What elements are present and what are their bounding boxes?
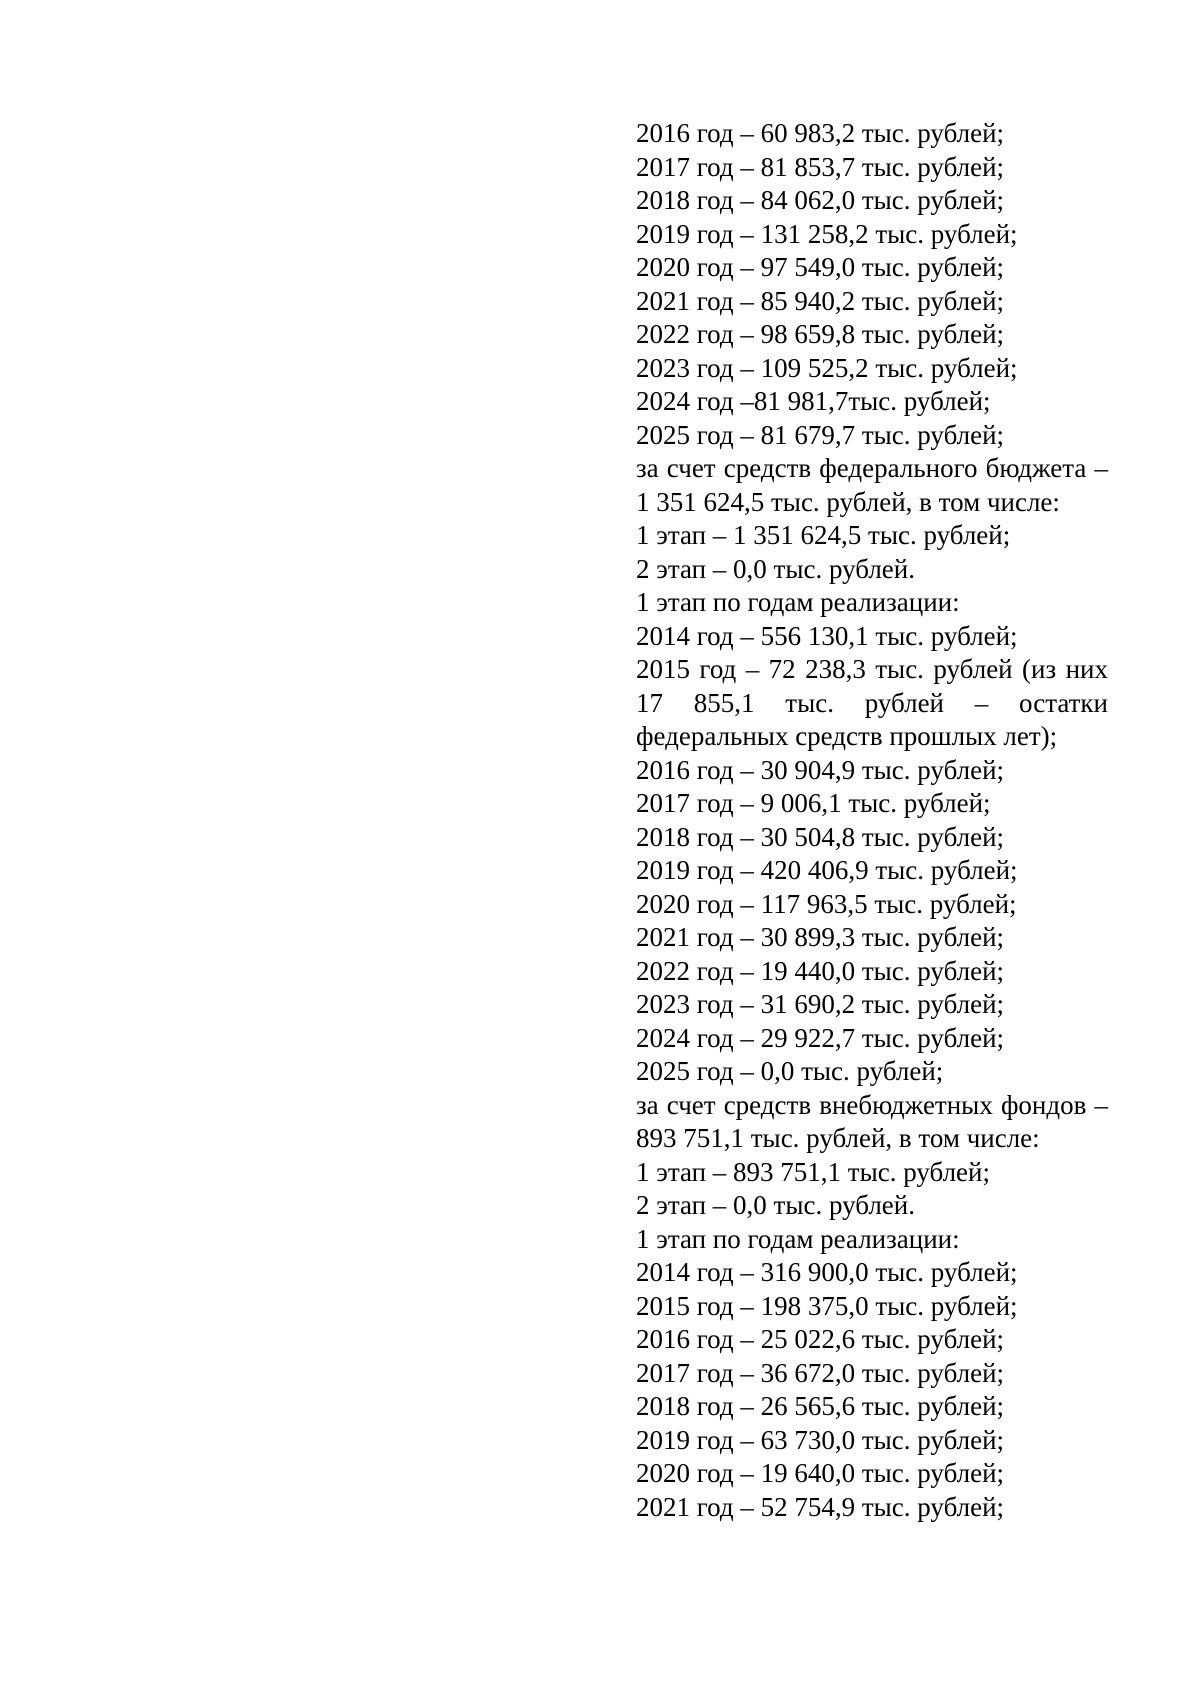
text-line: 2022 год – 19 440,0 тыс. рублей; (636, 955, 1005, 986)
text-line: 2024 год – 29 922,7 тыс. рублей; (636, 1022, 1005, 1053)
text-line: 2018 год – 84 062,0 тыс. рублей; (636, 185, 1005, 215)
text-line: 2017 год – 81 853,7 тыс. рублей; (636, 151, 1005, 182)
text-line: 2019 год – 63 730,0 тыс. рублей; (636, 1424, 1005, 1455)
text-line: 2 этап – 0,0 тыс. рублей. (636, 553, 915, 584)
text-line: 2017 год – 9 006,1 тыс. рублей; (636, 788, 991, 818)
text-line: 2017 год – 36 672,0 тыс. рублей; (636, 1357, 1005, 1388)
text-line: 2025 год – 0,0 тыс. рублей; (636, 1056, 944, 1086)
text-line: 2016 год – 25 022,6 тыс. рублей; (636, 1324, 1005, 1354)
text-line: 2020 год – 97 549,0 тыс. рублей; (636, 252, 1005, 282)
text-line: 2021 год – 52 754,9 тыс. рублей; (636, 1491, 1005, 1522)
text-line: 2020 год – 117 963,5 тыс. рублей; (636, 888, 1017, 919)
text-line: 1 этап по годам реализации: (636, 587, 960, 617)
text-paragraph: за счет средств внебюджетных фондов – 893 751,1 тыс. рублей, в том числе: (636, 1089, 1108, 1153)
text-line: 2025 год – 81 679,7 тыс. рублей; (636, 419, 1005, 450)
text-line: 2022 год – 98 659,8 тыс. рублей; (636, 319, 1005, 349)
text-line: 2019 год – 420 406,9 тыс. рублей; (636, 855, 1018, 885)
text-line: 2020 год – 19 640,0 тыс. рублей; (636, 1458, 1005, 1488)
text-line: 2021 год – 30 899,3 тыс. рублей; (636, 922, 1005, 952)
text-line: 2015 год – 198 375,0 тыс. рублей; (636, 1290, 1018, 1321)
text-line: 1 этап – 893 751,1 тыс. рублей; (636, 1156, 990, 1187)
text-line: 2024 год –81 981,7тыс. рублей; (636, 386, 991, 416)
text-line: 2023 год – 31 690,2 тыс. рублей; (636, 989, 1005, 1019)
text-line: 2018 год – 30 504,8 тыс. рублей; (636, 821, 1005, 852)
text-line: 2 этап – 0,0 тыс. рублей. (636, 1190, 915, 1220)
text-line: 2018 год – 26 565,6 тыс. рублей; (636, 1391, 1005, 1421)
text-line: 2016 год – 30 904,9 тыс. рублей; (636, 754, 1005, 785)
text-line: 2019 год – 131 258,2 тыс. рублей; (636, 218, 1018, 249)
text-paragraph: 2015 год – 72 238,3 тыс. рублей (из них 17 855,1 тыс. рублей – остатки федеральных средств прошлых лет); (636, 654, 1108, 751)
funding-text-column (636, 117, 1108, 1524)
text-paragraph: за счет средств федерального бюджета – 1 351 624,5 тыс. рублей, в том числе: (636, 453, 1108, 517)
text-line: 2021 год – 85 940,2 тыс. рублей; (636, 285, 1005, 316)
text-line: 1 этап – 1 351 624,5 тыс. рублей; (636, 520, 1011, 550)
text-line: 2014 год – 316 900,0 тыс. рублей; (636, 1257, 1018, 1287)
text-line: 2014 год – 556 130,1 тыс. рублей; (636, 620, 1018, 651)
text-line: 2023 год – 109 525,2 тыс. рублей; (636, 352, 1018, 383)
text-line: 1 этап по годам реализации: (636, 1223, 960, 1254)
text-line: 2016 год – 60 983,2 тыс. рублей; (636, 118, 1005, 148)
